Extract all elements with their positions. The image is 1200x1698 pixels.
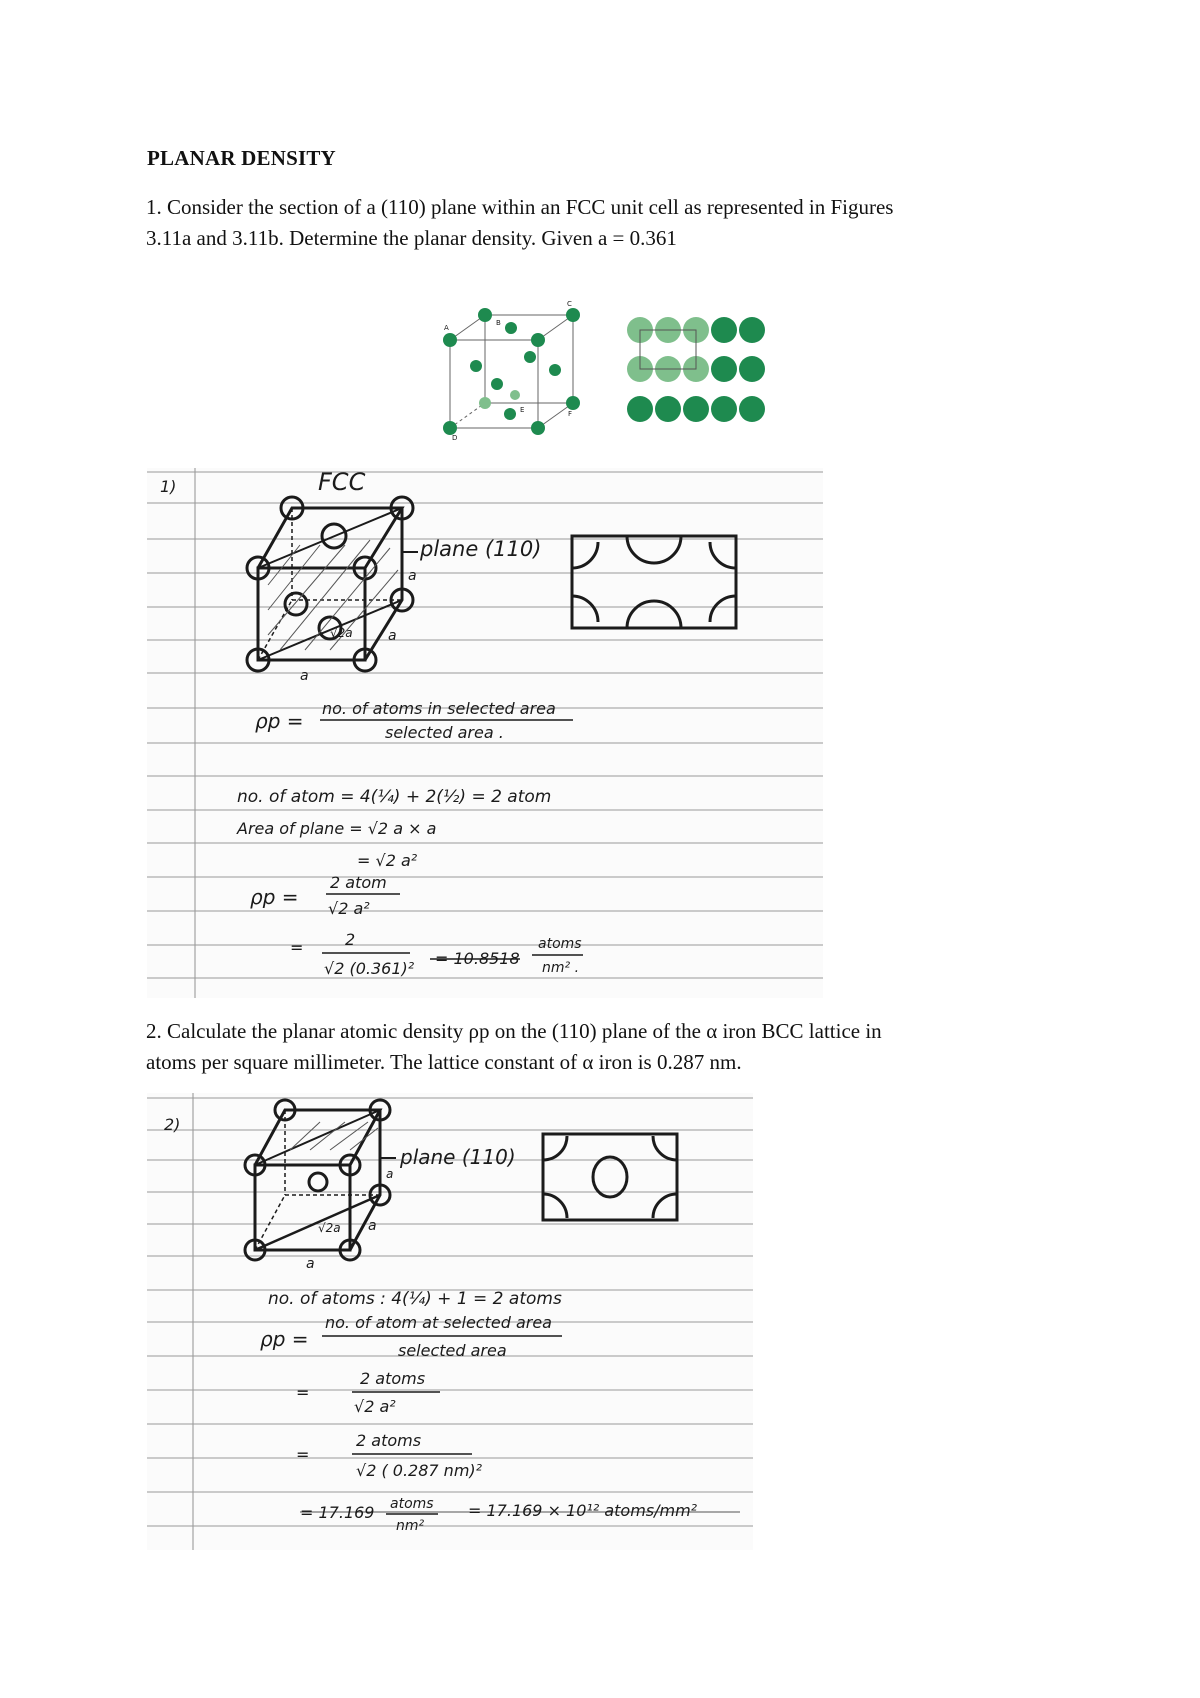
solution-2-a-bottom: a [306,1256,315,1272]
solution-1-rho3-numerator: 2 [345,930,356,949]
solution-1-rho2-denominator: √2 a² [328,899,370,918]
solution-1-a-bottom: a [300,668,309,684]
solution-2-result-rhs: = 17.169 × 10¹² atoms/mm² [468,1501,698,1520]
solution-1-fcc-label: FCC [318,468,366,496]
solution-2-f1-denominator: √2 a² [354,1397,396,1416]
corner-label-f: F [568,410,573,418]
solution-1-a-top: a [408,568,417,584]
corner-label-e: E [520,406,525,414]
question-1-line-1: 1. Consider the section of a (110) plane within an FCC unit cell as represented in Figures [146,195,894,219]
solution-1-unit-numerator: atoms [538,936,582,952]
solution-1-rho-numerator: no. of atoms in selected area [322,699,556,718]
solution-2-result-unit-numerator: atoms [390,1496,434,1512]
solution-1-rho3-denominator: √2 (0.361)² [324,959,415,978]
solution-2-rho-lhs: ρp = [260,1327,309,1351]
solution-1-root2a: √2a [330,626,353,640]
corner-label-d: D [452,434,458,442]
solution-2-eq2: = [296,1445,310,1464]
page-heading: PLANAR DENSITY [147,146,336,170]
solution-1-number: 1) [160,477,177,496]
solution-2-rho-denominator: selected area [398,1341,507,1360]
corner-label-a: A [444,324,449,332]
question-2-line-2: atoms per square millimeter. The lattice constant of α iron is 0.287 nm. [146,1050,742,1074]
solution-2-plane-label: plane (110) [400,1145,516,1169]
question-1-line-2: 3.11a and 3.11b. Determine the planar density. Given a = 0.361 [146,226,677,250]
solution-1-rho-lhs: ρp = [255,709,304,733]
solution-1-rho2-numerator: 2 atom [330,873,387,892]
notebook-solution-1 [147,468,823,998]
fcc-unit-cell-figure [443,300,580,442]
solution-2-result-unit-denominator: nm² [396,1518,425,1534]
solution-1-rho2-lhs: ρp = [250,885,299,909]
solution-2-number: 2) [164,1115,181,1134]
solution-2-f2-denominator: √2 ( 0.287 nm)² [356,1461,483,1480]
solution-2-f1-numerator: 2 atoms [360,1369,426,1388]
solution-2-f2-numerator: 2 atoms [356,1431,422,1450]
solution-1-result: = 10.8518 [435,949,520,968]
solution-2-eq1: = [296,1383,310,1402]
solution-1-area-result: = √2 a² [357,851,418,870]
solution-1-area-line: Area of plane = √2 a × a [237,819,437,838]
solution-1-rho-denominator: selected area . [385,723,504,742]
solution-1-atoms-line: no. of atom = 4(¼) + 2(½) = 2 atom [237,787,552,807]
solution-1-plane-label: plane (110) [420,537,542,561]
notebook-solution-2 [147,1093,753,1550]
solution-2-a-top: a [386,1167,394,1181]
solution-1-eq3: = [290,938,304,957]
solution-2-root2a: √2a [318,1221,341,1235]
question-2-line-1: 2. Calculate the planar atomic density ρp on the (110) plane of the α iron BCC lattice in [146,1019,882,1043]
solution-1-a-side: a [388,628,397,644]
solution-1-unit-denominator: nm² . [542,960,580,976]
solution-2-atoms-line: no. of atoms : 4(¼) + 1 = 2 atoms [268,1289,562,1309]
solution-2-rho-numerator: no. of atom at selected area [325,1313,552,1332]
solution-2-result-lhs: = 17.169 [300,1503,375,1522]
close-packed-plane-figure [627,317,765,422]
solution-2-a-side: a [368,1218,377,1234]
corner-label-c: C [567,300,572,308]
corner-label-b: B [496,319,501,327]
